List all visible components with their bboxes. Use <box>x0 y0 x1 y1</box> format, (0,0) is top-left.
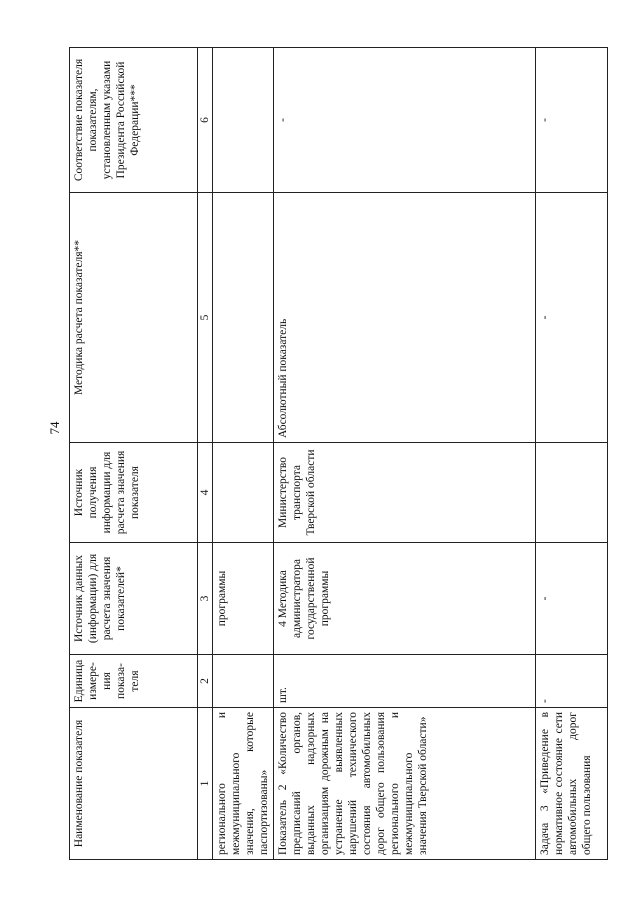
unit-cell <box>213 655 274 708</box>
indicator-name-cell: Показатель 2 «Количество предписаний органов, выданных надзорных организациям дорожным на устранение выявленных нарушений технического состояния автомобильных дорог общего пользования регионального и межмуниципального значения Тверской области» <box>274 708 536 860</box>
indicator-name-cell: Задача 3 «Приведение в нормативное состояние сети автомобильных дорог общего пользования <box>536 708 608 860</box>
info-source-cell <box>536 443 608 543</box>
unit-cell: - <box>536 655 608 708</box>
column-number: 5 <box>198 193 213 443</box>
table-row <box>536 48 608 860</box>
column-number: 3 <box>198 543 213 655</box>
decree-compliance-cell: - <box>274 48 536 193</box>
unit-cell: шт. <box>274 655 536 708</box>
method-cell: - <box>536 193 608 443</box>
column-number: 1 <box>198 708 213 860</box>
header-method: Методика расчета показателя** <box>70 193 198 443</box>
data-source-cell: - <box>536 543 608 655</box>
decree-compliance-cell <box>213 48 274 193</box>
info-source-cell: Министерство транспорта Тверской области <box>274 443 536 543</box>
header-info-source: Источник получения информации для расчета значения показателя <box>70 443 198 543</box>
indicators-table <box>69 47 608 860</box>
header-decree-compliance: Соответствие показателя показателям, установленным указами Президента Российской Федерации*** <box>70 48 198 193</box>
data-source-cell: 4 Методика администратора государственной программы <box>274 543 536 655</box>
info-source-cell <box>213 443 274 543</box>
page-number: 74 <box>47 421 62 435</box>
column-number: 2 <box>198 655 213 708</box>
table-row <box>213 48 274 860</box>
column-number: 6 <box>198 48 213 193</box>
method-cell <box>213 193 274 443</box>
method-cell: Абсолютный показатель <box>274 193 536 443</box>
header-row <box>70 48 198 860</box>
rotated-table-container <box>69 48 609 860</box>
header-data-source: Источник данных (информации) для расчета значения показателей* <box>70 543 198 655</box>
column-number: 4 <box>198 443 213 543</box>
indicator-name-cell: регионального и межмуниципального значения, которые паспортизованы» <box>213 708 274 860</box>
data-source-cell: программы <box>213 543 274 655</box>
header-unit: Единица измере-ния показа-теля <box>70 655 198 708</box>
header-indicator-name: Наименование показателя <box>70 708 198 860</box>
column-numbers-row <box>198 48 213 860</box>
decree-compliance-cell: - <box>536 48 608 193</box>
table-row <box>274 48 536 860</box>
